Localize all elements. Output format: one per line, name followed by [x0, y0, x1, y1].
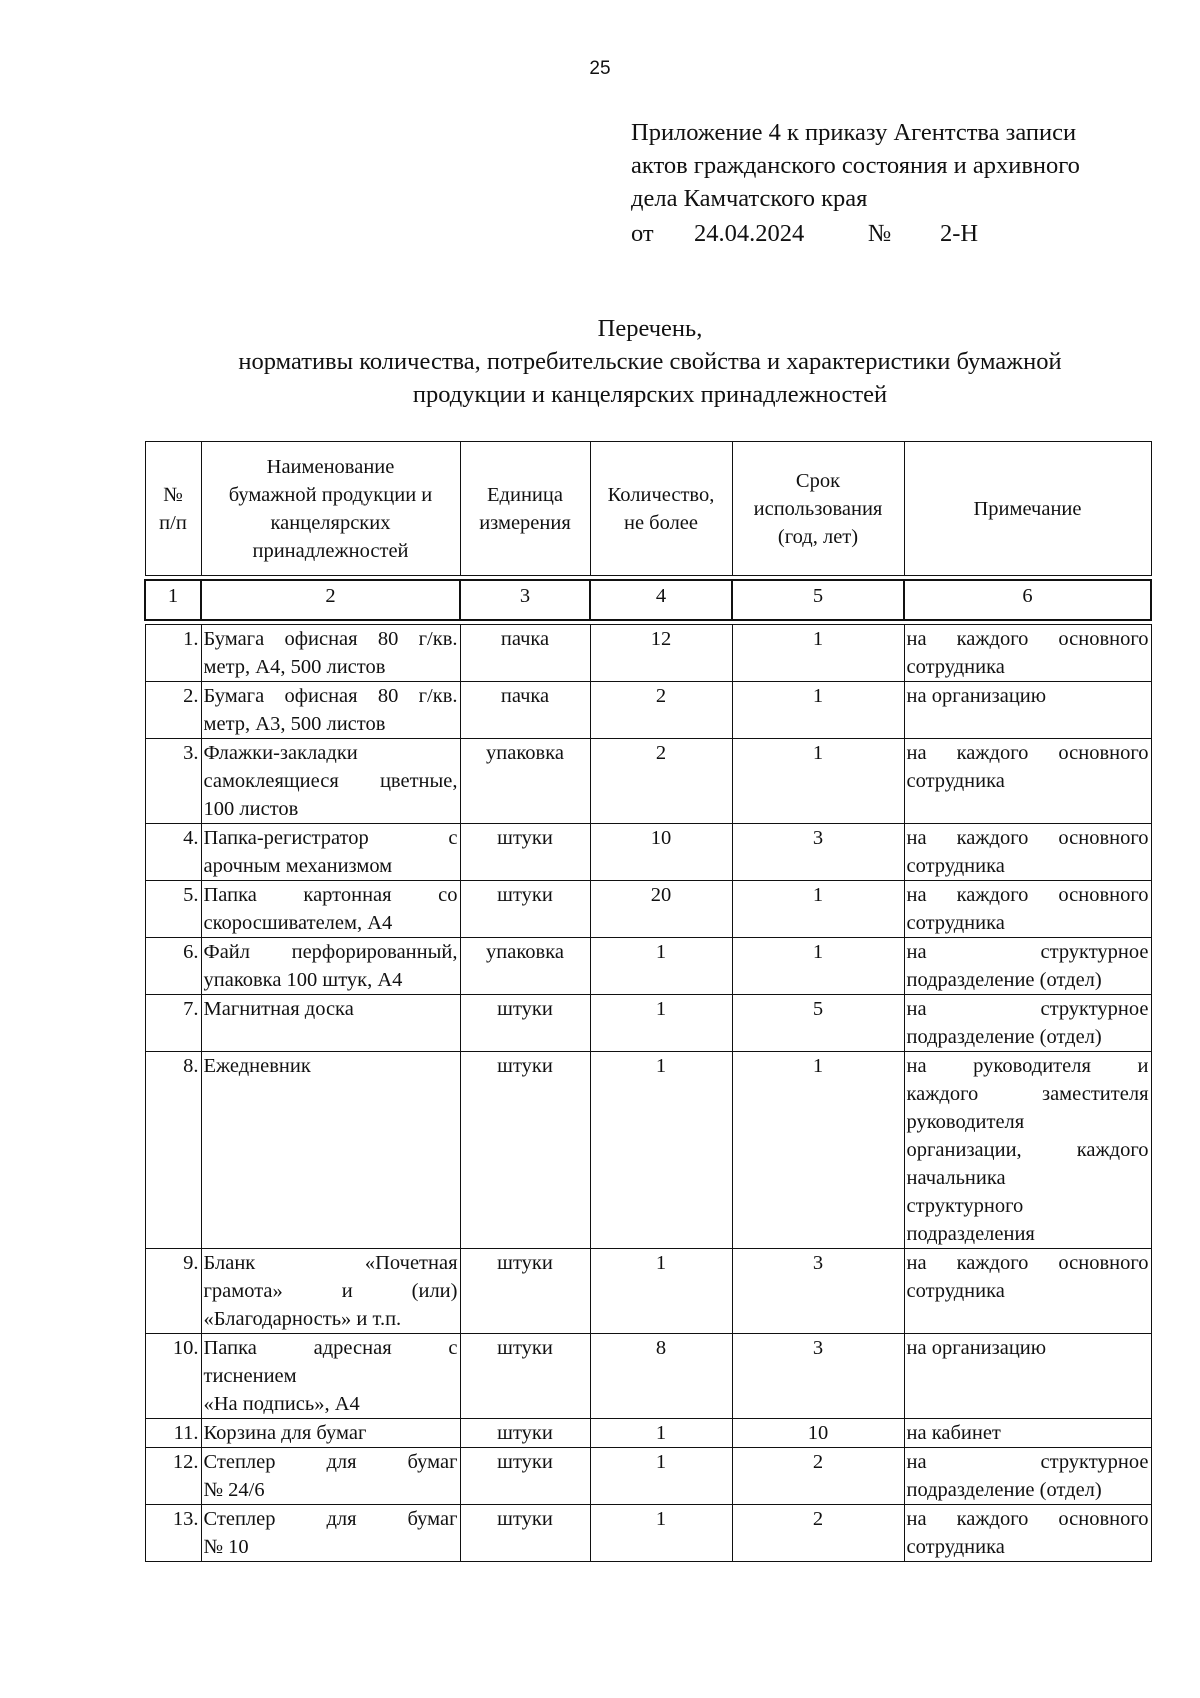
table-row [145, 1505, 1151, 1562]
column-number: 1 [145, 580, 201, 620]
quantity: 1 [590, 1052, 732, 1249]
item-name-line: № 24/6 [203, 1479, 265, 1501]
quantity: 20 [590, 881, 732, 938]
item-name-line: Папка картонная со [203, 884, 458, 906]
note-line: каждого заместителя [906, 1083, 1149, 1105]
item-name-line: 100 листов [203, 798, 299, 820]
usage-term: 3 [732, 1334, 904, 1419]
table-row [145, 1052, 1151, 1249]
table-row [145, 1419, 1151, 1448]
note [904, 824, 1151, 881]
note-line: на структурное [906, 1451, 1149, 1473]
page-number: 25 [589, 58, 611, 79]
table-row [145, 739, 1151, 824]
note [904, 1052, 1151, 1249]
title-line-1: Перечень, [597, 315, 703, 342]
header-line: Количество, [607, 483, 715, 506]
item-name-line: Магнитная доска [203, 998, 354, 1020]
note-line: подразделение (отдел) [906, 1026, 1102, 1048]
note [904, 938, 1151, 995]
item-name-line: грамота» и (или) [203, 1280, 458, 1302]
row-number: 2. [145, 682, 201, 739]
table-row [145, 995, 1151, 1052]
note-line: на руководителя и [906, 1055, 1149, 1077]
header-line: Срок [795, 469, 841, 492]
row-number: 3. [145, 739, 201, 824]
note [904, 682, 1151, 739]
quantity: 2 [590, 682, 732, 739]
column-number: 6 [904, 580, 1151, 620]
appendix-line-3: дела Камчатского края [631, 185, 868, 212]
usage-term: 1 [732, 739, 904, 824]
item-name-line: арочным механизмом [203, 855, 393, 877]
row-number: 5. [145, 881, 201, 938]
quantity: 1 [590, 1419, 732, 1448]
table-row [145, 1249, 1151, 1334]
item-name [201, 625, 460, 682]
header-line: (год, лет) [777, 525, 859, 548]
note-line: сотрудника [906, 855, 1005, 877]
item-name-line: самоклеящиеся цветные, [203, 770, 458, 792]
unit-of-measure: штуки [460, 1249, 590, 1334]
header-unit [460, 442, 590, 576]
row-number: 9. [145, 1249, 201, 1334]
unit-of-measure: штуки [460, 1334, 590, 1419]
header-line: Примечание [973, 497, 1082, 520]
row-number: 4. [145, 824, 201, 881]
row-number: 11. [145, 1419, 201, 1448]
column-numbers-row [145, 580, 1151, 620]
unit-of-measure: упаковка [460, 739, 590, 824]
item-name-line: «Благодарность» и т.п. [203, 1308, 402, 1330]
unit-of-measure: штуки [460, 1505, 590, 1562]
item-name-line: Флажки-закладки [203, 742, 358, 764]
table-row [145, 1448, 1151, 1505]
note [904, 1419, 1151, 1448]
note-line: сотрудника [906, 1536, 1005, 1558]
item-name [201, 1249, 460, 1334]
row-number: 6. [145, 938, 201, 995]
note [904, 739, 1151, 824]
appendix-line-2: актов гражданского состояния и архивного [631, 152, 1080, 179]
note [904, 995, 1151, 1052]
item-name-line: Бумага офисная 80 г/кв. [203, 628, 458, 650]
item-name-line: Файл перфорированный, [203, 941, 458, 963]
item-name-line: Папка адресная с [203, 1337, 458, 1359]
header-line: использования [753, 497, 883, 520]
header-line: Наименование [266, 455, 395, 478]
note-line: на каждого основного [906, 628, 1149, 650]
item-name-line: метр, А4, 500 листов [203, 656, 386, 678]
header-line: канцелярских [270, 511, 391, 534]
note-line: руководителя [906, 1111, 1025, 1133]
unit-of-measure: штуки [460, 824, 590, 881]
note-line: на каждого основного [906, 1508, 1149, 1530]
table-row [145, 938, 1151, 995]
order-date-line [631, 217, 1171, 250]
quantity: 1 [590, 1249, 732, 1334]
appendix-line-1: Приложение 4 к приказу Агентства записи [631, 119, 1077, 146]
header-line: принадлежностей [252, 539, 409, 562]
item-name-line: Бумага офисная 80 г/кв. [203, 685, 458, 707]
item-name [201, 1448, 460, 1505]
item-name-line: скоросшивателем, А4 [203, 912, 393, 934]
note-line: подразделение (отдел) [906, 1479, 1102, 1501]
quantity: 10 [590, 824, 732, 881]
number-sign: № [868, 220, 892, 247]
table-row [145, 1334, 1151, 1419]
usage-term: 1 [732, 938, 904, 995]
unit-of-measure: пачка [460, 625, 590, 682]
item-name [201, 824, 460, 881]
note [904, 1334, 1151, 1419]
column-number: 2 [201, 580, 460, 620]
note-line: на структурное [906, 941, 1149, 963]
header-term [732, 442, 904, 576]
table-row [145, 625, 1151, 682]
usage-term: 1 [732, 625, 904, 682]
note-line: на каждого основного [906, 742, 1149, 764]
note [904, 625, 1151, 682]
header-qty [590, 442, 732, 576]
usage-term: 1 [732, 682, 904, 739]
usage-term: 1 [732, 881, 904, 938]
note-line: на структурное [906, 998, 1149, 1020]
unit-of-measure: пачка [460, 682, 590, 739]
document-title [130, 312, 1170, 411]
table-row [145, 824, 1151, 881]
usage-term: 1 [732, 1052, 904, 1249]
quantity: 12 [590, 625, 732, 682]
note-line: сотрудника [906, 770, 1005, 792]
item-name-line: Степлер для бумаг [203, 1508, 458, 1530]
title-line-3: продукции и канцелярских принадлежностей [412, 381, 888, 408]
quantity: 2 [590, 739, 732, 824]
item-name-line: Ежедневник [203, 1055, 311, 1077]
item-name [201, 995, 460, 1052]
usage-term: 5 [732, 995, 904, 1052]
order-date: 24.04.2024 [694, 220, 805, 247]
usage-term: 3 [732, 824, 904, 881]
note-line: на кабинет [906, 1422, 1001, 1444]
row-number: 8. [145, 1052, 201, 1249]
header-line: № [163, 483, 183, 506]
note-line: подразделения [906, 1223, 1035, 1245]
usage-term: 10 [732, 1419, 904, 1448]
header-line: бумажной продукции и [228, 483, 433, 506]
note-line: на каждого основного [906, 827, 1149, 849]
item-name [201, 881, 460, 938]
item-name [201, 1334, 460, 1419]
norms-table [144, 441, 1152, 1562]
unit-of-measure: штуки [460, 1052, 590, 1249]
item-name [201, 739, 460, 824]
column-number: 4 [590, 580, 732, 620]
unit-of-measure: штуки [460, 881, 590, 938]
header-line: не более [623, 511, 699, 534]
header-name [201, 442, 460, 576]
table-row [145, 682, 1151, 739]
unit-of-measure: штуки [460, 995, 590, 1052]
item-name-line: тиснением [203, 1365, 297, 1387]
item-name-line: Бланк «Почетная [203, 1252, 458, 1274]
header-num [145, 442, 201, 576]
header-line: измерения [479, 511, 571, 534]
note-line: на организацию [906, 1337, 1047, 1359]
header-note [904, 442, 1151, 576]
note-line: организации, каждого [906, 1139, 1149, 1161]
note-line: сотрудника [906, 656, 1005, 678]
unit-of-measure: упаковка [460, 938, 590, 995]
row-number: 10. [145, 1334, 201, 1419]
note [904, 881, 1151, 938]
note-line: сотрудника [906, 912, 1005, 934]
item-name-line: метр, А3, 500 листов [203, 713, 386, 735]
item-name [201, 1505, 460, 1562]
item-name-line: «На подпись», А4 [203, 1393, 360, 1415]
quantity: 1 [590, 1505, 732, 1562]
unit-of-measure: штуки [460, 1448, 590, 1505]
order-number: 2-Н [940, 220, 979, 247]
usage-term: 2 [732, 1448, 904, 1505]
quantity: 1 [590, 938, 732, 995]
table-header-row [145, 442, 1151, 576]
from-label: от [631, 220, 654, 247]
note-line: структурного [906, 1195, 1024, 1217]
note-line: сотрудника [906, 1280, 1005, 1302]
item-name-line: Папка-регистратор с [203, 827, 458, 849]
note-line: подразделение (отдел) [906, 969, 1102, 991]
table-row [145, 881, 1151, 938]
quantity: 1 [590, 1448, 732, 1505]
usage-term: 2 [732, 1505, 904, 1562]
row-number: 13. [145, 1505, 201, 1562]
quantity: 8 [590, 1334, 732, 1419]
note [904, 1448, 1151, 1505]
item-name [201, 938, 460, 995]
column-number: 3 [460, 580, 590, 620]
unit-of-measure: штуки [460, 1419, 590, 1448]
row-number: 12. [145, 1448, 201, 1505]
column-number: 5 [732, 580, 904, 620]
row-number: 7. [145, 995, 201, 1052]
item-name-line: Корзина для бумаг [203, 1422, 367, 1444]
item-name [201, 1052, 460, 1249]
item-name-line: упаковка 100 штук, А4 [203, 969, 403, 991]
item-name [201, 682, 460, 739]
appendix-header [631, 116, 1171, 250]
note-line: на каждого основного [906, 884, 1149, 906]
usage-term: 3 [732, 1249, 904, 1334]
item-name [201, 1419, 460, 1448]
note [904, 1505, 1151, 1562]
header-line: п/п [159, 511, 187, 534]
title-line-2: нормативы количества, потребительские свойства и характеристики бумажной [238, 348, 1062, 375]
header-line: Единица [487, 483, 563, 506]
item-name-line: Степлер для бумаг [203, 1451, 458, 1473]
quantity: 1 [590, 995, 732, 1052]
row-number: 1. [145, 625, 201, 682]
note-line: начальника [906, 1167, 1006, 1189]
note-line: на организацию [906, 685, 1047, 707]
note-line: на каждого основного [906, 1252, 1149, 1274]
item-name-line: № 10 [203, 1536, 249, 1558]
note [904, 1249, 1151, 1334]
